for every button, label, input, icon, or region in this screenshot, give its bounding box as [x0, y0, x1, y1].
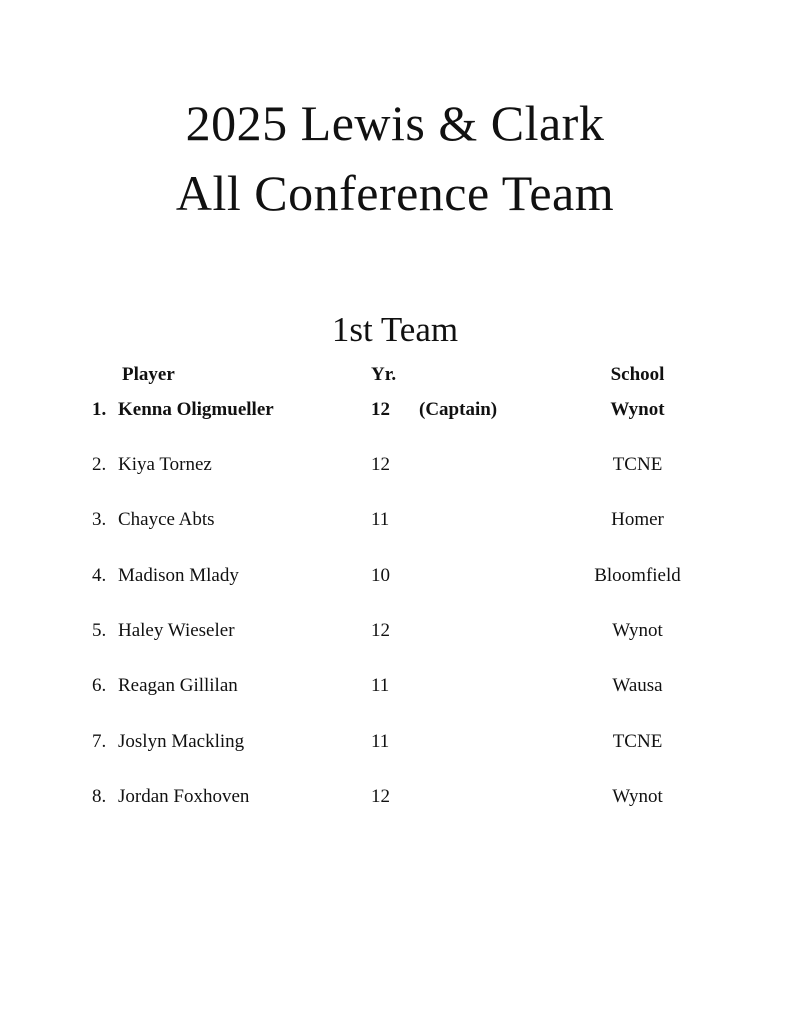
player-year: 11 [371, 731, 390, 752]
table-row [0, 399, 790, 423]
row-number: 8. [92, 786, 107, 807]
row-number: 7. [92, 731, 107, 752]
row-number: 3. [92, 509, 107, 530]
player-name: Jordan Foxhoven [118, 786, 250, 807]
row-number: 6. [92, 675, 107, 696]
table-row [0, 620, 790, 644]
table-row [0, 565, 790, 589]
document-title-line-2: All Conference Team [175, 165, 615, 221]
row-number: 4. [92, 565, 107, 586]
table-row [0, 675, 790, 699]
player-year: 11 [371, 675, 390, 696]
player-year: 11 [371, 509, 390, 530]
player-name: Chayce Abts [118, 509, 215, 530]
table-row [0, 786, 790, 810]
player-name: Joslyn Mackling [118, 731, 245, 752]
player-name: Kenna Oligmueller [118, 399, 274, 420]
header-player: Player [122, 364, 175, 385]
player-school: TCNE [612, 454, 663, 475]
header-year: Yr. [371, 364, 397, 385]
document-title-line-1: 2025 Lewis & Clark [185, 95, 605, 151]
section-title: 1st Team [331, 310, 459, 349]
player-year: 12 [371, 454, 390, 475]
player-school: Bloomfield [594, 565, 681, 586]
row-number: 2. [92, 454, 107, 475]
player-name: Reagan Gillilan [118, 675, 238, 696]
player-year: 12 [371, 786, 390, 807]
player-school: Wynot [612, 786, 663, 807]
player-year: 12 [371, 620, 390, 641]
player-year: 10 [371, 565, 390, 586]
player-school: TCNE [612, 731, 663, 752]
captain-note: (Captain) [419, 399, 498, 420]
row-number: 1. [92, 399, 107, 420]
row-number: 5. [92, 620, 107, 641]
table-row [0, 509, 790, 533]
table-row [0, 731, 790, 755]
player-school: Homer [611, 509, 664, 530]
player-school: Wynot [610, 399, 665, 420]
player-name: Haley Wieseler [118, 620, 235, 641]
player-name: Kiya Tornez [118, 454, 212, 475]
player-year: 12 [371, 399, 390, 420]
player-school: Wynot [612, 620, 663, 641]
player-school: Wausa [612, 675, 663, 696]
table-row [0, 454, 790, 478]
player-name: Madison Mlady [118, 565, 239, 586]
header-school: School [610, 364, 665, 385]
